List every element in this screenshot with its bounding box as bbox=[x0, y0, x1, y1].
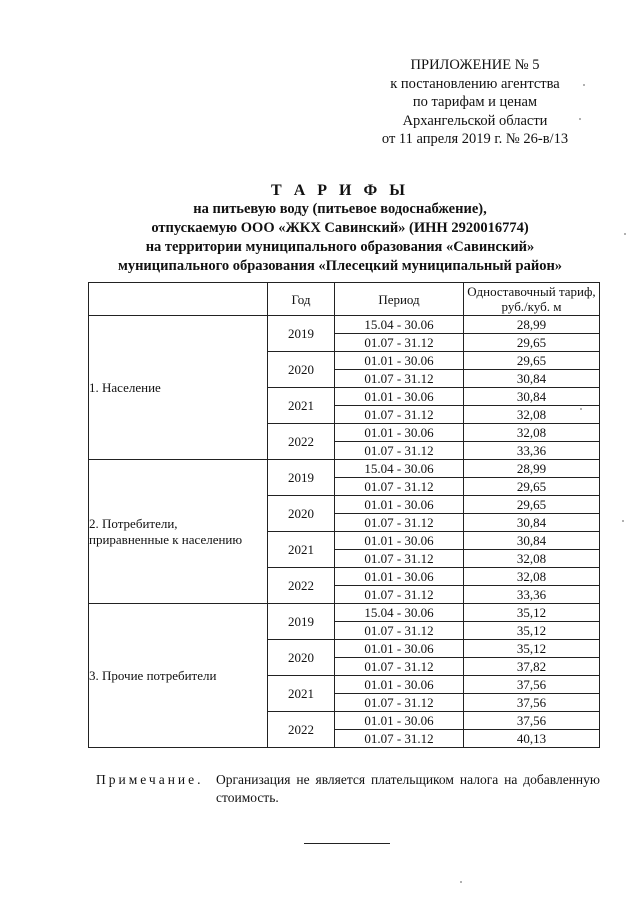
appendix-line: ПРИЛОЖЕНИЕ № 5 bbox=[410, 57, 540, 73]
period-cell: 01.01 - 30.06 bbox=[335, 640, 464, 658]
period-cell: 01.01 - 30.06 bbox=[335, 532, 464, 550]
header-tariff: Одноставочный тариф, руб./куб. м bbox=[464, 283, 600, 316]
appendix-line: к постановлению агентства bbox=[390, 75, 560, 92]
note-block bbox=[96, 771, 600, 807]
tariff-cell: 32,08 bbox=[464, 406, 600, 424]
appendix-line: от 11 апреля 2019 г. № 26-в/13 bbox=[381, 131, 569, 147]
category-label: 2. Потребители, bbox=[89, 515, 178, 531]
appendix-line: по тарифам и ценам bbox=[412, 94, 538, 110]
heading-line: на питьевую воду (питьевое водоснабжение), bbox=[193, 201, 487, 217]
tariff-cell: 32,08 bbox=[464, 424, 600, 442]
scan-speck bbox=[580, 408, 582, 410]
category-label-line2: приравненные к населению bbox=[89, 531, 243, 547]
period-cell: 01.01 - 30.06 bbox=[335, 496, 464, 514]
year-cell: 2022 bbox=[268, 424, 335, 460]
tariff-cell: 35,12 bbox=[464, 604, 600, 622]
period-cell: 01.07 - 31.12 bbox=[335, 514, 464, 532]
year-cell: 2020 bbox=[268, 640, 335, 676]
tariff-cell: 28,99 bbox=[464, 316, 600, 334]
tariff-cell: 30,84 bbox=[464, 532, 600, 550]
period-cell: 01.01 - 30.06 bbox=[335, 568, 464, 586]
year-cell: 2019 bbox=[268, 316, 335, 352]
tariff-cell: 37,56 bbox=[464, 694, 600, 712]
heading-line: на территории муниципального образования «Савинский» bbox=[145, 239, 535, 255]
tariff-cell: 40,13 bbox=[464, 730, 600, 748]
tariff-cell: 32,08 bbox=[464, 568, 600, 586]
period-cell: 01.07 - 31.12 bbox=[335, 406, 464, 424]
tariff-cell: 35,12 bbox=[464, 640, 600, 658]
tariff-cell: 35,12 bbox=[464, 622, 600, 640]
period-cell: 01.07 - 31.12 bbox=[335, 622, 464, 640]
tariff-cell: 33,36 bbox=[464, 586, 600, 604]
document-title: Т А Р И Ф Ы bbox=[271, 182, 409, 199]
header-period: Период bbox=[335, 283, 464, 316]
category-cell bbox=[89, 316, 268, 460]
tariff-cell: 29,65 bbox=[464, 352, 600, 370]
year-cell: 2021 bbox=[268, 676, 335, 712]
period-cell: 01.07 - 31.12 bbox=[335, 334, 464, 352]
table-row bbox=[89, 460, 600, 478]
tariff-cell: 33,36 bbox=[464, 442, 600, 460]
year-cell: 2019 bbox=[268, 604, 335, 640]
header-year: Год bbox=[268, 283, 335, 316]
period-cell: 01.01 - 30.06 bbox=[335, 352, 464, 370]
table-row bbox=[89, 604, 600, 622]
period-cell: 01.01 - 30.06 bbox=[335, 424, 464, 442]
tariff-cell: 28,99 bbox=[464, 460, 600, 478]
tariff-cell: 37,82 bbox=[464, 658, 600, 676]
heading-line: отпускаемую ООО «ЖКХ Савинский» (ИНН 2920016774) bbox=[151, 220, 529, 236]
period-cell: 01.07 - 31.12 bbox=[335, 694, 464, 712]
note-text: Организация не является плательщиком налога на добавленную стоимость. bbox=[216, 772, 600, 805]
period-cell: 01.07 - 31.12 bbox=[335, 370, 464, 388]
period-cell: 01.07 - 31.12 bbox=[335, 550, 464, 568]
period-cell: 15.04 - 30.06 bbox=[335, 604, 464, 622]
period-cell: 01.07 - 31.12 bbox=[335, 730, 464, 748]
scan-speck bbox=[460, 881, 462, 883]
period-cell: 01.01 - 30.06 bbox=[335, 388, 464, 406]
tariff-table-body bbox=[89, 316, 600, 748]
tariff-table bbox=[88, 282, 600, 748]
scan-speck bbox=[622, 520, 624, 522]
tariff-cell: 29,65 bbox=[464, 334, 600, 352]
document-heading bbox=[60, 181, 620, 276]
scan-speck bbox=[624, 233, 626, 235]
year-cell: 2019 bbox=[268, 460, 335, 496]
tariff-cell: 37,56 bbox=[464, 676, 600, 694]
scan-speck bbox=[579, 118, 581, 120]
period-cell: 15.04 - 30.06 bbox=[335, 316, 464, 334]
year-cell: 2020 bbox=[268, 496, 335, 532]
year-cell: 2021 bbox=[268, 388, 335, 424]
year-cell: 2022 bbox=[268, 712, 335, 748]
year-cell: 2020 bbox=[268, 352, 335, 388]
appendix-block bbox=[360, 56, 590, 149]
tariff-cell: 30,84 bbox=[464, 370, 600, 388]
period-cell: 01.01 - 30.06 bbox=[335, 712, 464, 730]
tariff-cell: 29,65 bbox=[464, 478, 600, 496]
tariff-cell: 30,84 bbox=[464, 514, 600, 532]
table-header-row bbox=[89, 283, 600, 316]
heading-line: муниципального образования «Плесецкий муниципальный район» bbox=[117, 258, 563, 274]
scan-speck bbox=[583, 84, 585, 86]
tariff-cell: 30,84 bbox=[464, 388, 600, 406]
year-cell: 2021 bbox=[268, 532, 335, 568]
category-cell bbox=[89, 604, 268, 748]
tariff-cell: 37,56 bbox=[464, 712, 600, 730]
appendix-line: Архангельской области bbox=[402, 112, 548, 129]
table-row bbox=[89, 316, 600, 334]
note-label: Примечание. bbox=[96, 772, 204, 787]
period-cell: 01.07 - 31.12 bbox=[335, 586, 464, 604]
period-cell: 01.07 - 31.12 bbox=[335, 442, 464, 460]
tariff-cell: 29,65 bbox=[464, 496, 600, 514]
year-cell: 2022 bbox=[268, 568, 335, 604]
category-label: 1. Население bbox=[89, 379, 161, 395]
category-cell bbox=[89, 460, 268, 604]
header-category bbox=[89, 283, 268, 316]
tariff-cell: 32,08 bbox=[464, 550, 600, 568]
period-cell: 01.01 - 30.06 bbox=[335, 676, 464, 694]
period-cell: 01.07 - 31.12 bbox=[335, 658, 464, 676]
category-label: 3. Прочие потребители bbox=[89, 667, 217, 683]
period-cell: 15.04 - 30.06 bbox=[335, 460, 464, 478]
period-cell: 01.07 - 31.12 bbox=[335, 478, 464, 496]
bottom-divider bbox=[304, 843, 390, 844]
